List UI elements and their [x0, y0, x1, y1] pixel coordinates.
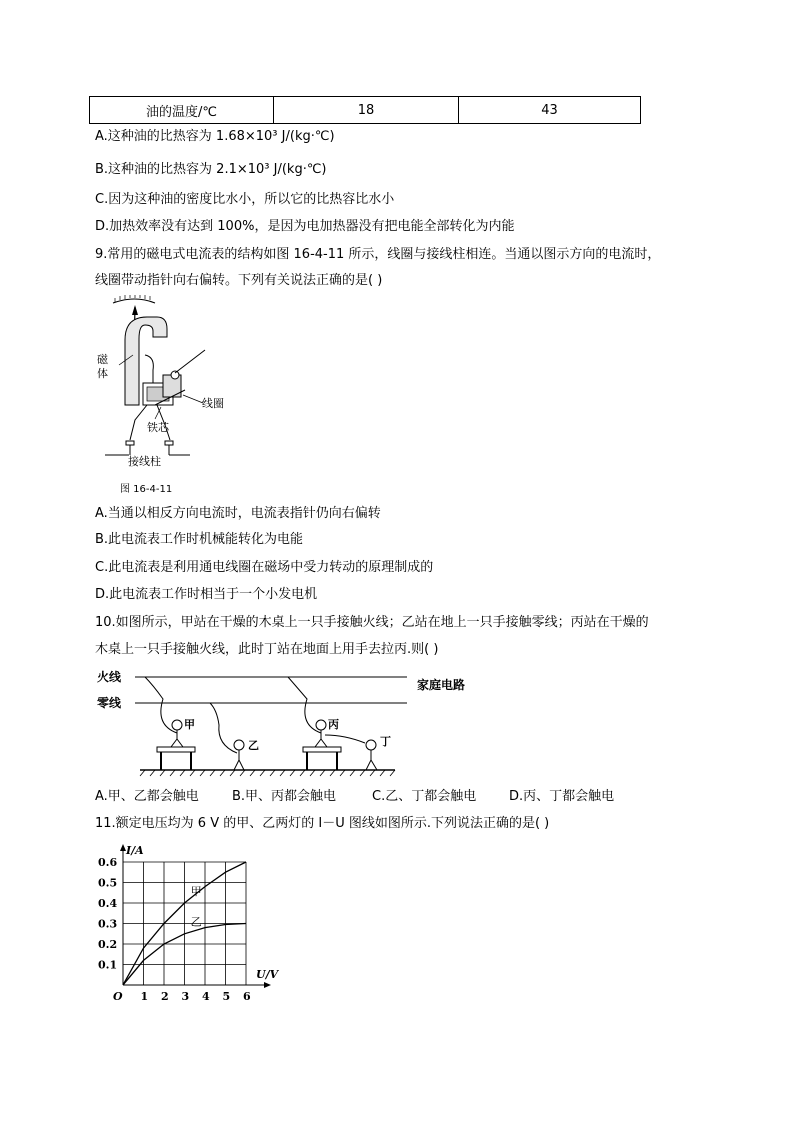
- x-axis-label: U/V: [256, 968, 279, 981]
- core-label: 铁芯: [147, 421, 169, 434]
- q9-option-b: B.此电流表工作时机械能转化为电能: [95, 532, 304, 547]
- x-tick-label: 3: [181, 990, 190, 1003]
- series-label: 甲: [190, 884, 202, 898]
- q10-stem-cont: 木桌上一只手接触火线，此时丁站在地面上用手去拉丙.则( ): [95, 642, 439, 657]
- circuit-figure: [95, 665, 495, 780]
- x-axis-arrow: [264, 982, 271, 988]
- table-row: [90, 97, 641, 124]
- temperature-table: [89, 96, 641, 124]
- x-tick-label: 6: [243, 990, 251, 1003]
- x-tick-label: 2: [161, 990, 169, 1003]
- y-tick-label: 0.2: [98, 938, 118, 951]
- wooden-table-1: [157, 747, 195, 752]
- iu-chart: [90, 840, 290, 1010]
- q10-option-a: A.甲、乙都会触电: [95, 789, 199, 804]
- q8-option-c: C.因为这种油的密度比水小，所以它的比热容比水小: [95, 192, 395, 207]
- wooden-table-2: [303, 747, 341, 752]
- person-ding: [366, 740, 377, 770]
- y-tick-label: 0.6: [98, 856, 118, 869]
- q8-option-b: B.这种油的比热容为 2.1×10³ J/(kg·℃): [95, 162, 327, 177]
- q11-stem: 11.额定电压均为 6 V 的甲、乙两灯的 I－U 图线如图所示.下列说法正确的是( ): [95, 816, 550, 831]
- x-tick-label: 4: [202, 990, 210, 1003]
- person-yi-label: 乙: [248, 739, 259, 752]
- person-jia: [145, 677, 183, 747]
- q10-option-d: D.丙、丁都会触电: [509, 789, 615, 804]
- y-tick-label: 0.5: [98, 876, 118, 890]
- q9-option-a: A.当通以相反方向电流时，电流表指针仍向右偏转: [95, 506, 381, 521]
- q10-stem: 10.如图所示，甲站在干燥的木桌上一只手接触火线；乙站在地上一只手接触零线；丙站在干燥的: [95, 615, 649, 630]
- q8-option-a: A.这种油的比热容为 1.68×10³ J/(kg·℃): [95, 129, 335, 144]
- table-cell-value: 43: [459, 97, 641, 124]
- home-circuit-label: 家庭电路: [417, 678, 466, 692]
- series-label: 乙: [190, 915, 202, 929]
- q9-stem-cont: 线圈带动指针向右偏转。下列有关说法正确的是( ): [95, 273, 383, 288]
- q10-option-b: B.甲、丙都会触电: [232, 789, 337, 804]
- y-tick-label: 0.3: [98, 917, 118, 931]
- person-bing: [288, 677, 365, 747]
- magnet-label-1: 磁: [97, 353, 108, 366]
- scale-arc: [113, 299, 155, 303]
- y-axis-label: I/A: [126, 844, 144, 857]
- q9-stem: 9.常用的磁电式电流表的结构如图 16-4-11 所示，线圈与接线柱相连。当通以图示方向的电流时，: [95, 247, 661, 262]
- y-tick-label: 0.4: [98, 897, 118, 910]
- q8-option-d: D.加热效率没有达到 100%，是因为电加热器没有把电能全部转化为内能: [95, 219, 515, 234]
- q10-option-c: C.乙、丁都会触电: [372, 789, 477, 804]
- person-ding-label: 丁: [380, 735, 391, 748]
- magnet-label-2: 体: [97, 367, 108, 380]
- chart-grid: [123, 862, 246, 985]
- q10-options: [95, 788, 735, 806]
- person-bing-label: 丙: [328, 718, 339, 731]
- terminal-label: 接线柱: [128, 455, 161, 468]
- table-cell-label: 油的温度/℃: [90, 97, 274, 124]
- coil-label: 线圈: [202, 397, 224, 410]
- person-yi: [210, 703, 244, 770]
- figure-caption: 图 16-4-11: [120, 484, 173, 495]
- x-tick-label: 5: [222, 990, 231, 1003]
- x-tick-label: 1: [140, 990, 149, 1003]
- table-cell-value: 18: [274, 97, 459, 124]
- origin-label: O: [113, 990, 123, 1003]
- person-jia-label: 甲: [184, 718, 195, 731]
- q9-option-d: D.此电流表工作时相当于一个小发电机: [95, 587, 318, 602]
- galvanometer-figure: [95, 295, 235, 500]
- q9-option-c: C.此电流表是利用通电线圈在磁场中受力转动的原理制成的: [95, 560, 434, 575]
- neutral-wire-label: 零线: [97, 696, 122, 710]
- live-wire-label: 火线: [97, 670, 122, 684]
- y-tick-label: 0.1: [98, 958, 118, 972]
